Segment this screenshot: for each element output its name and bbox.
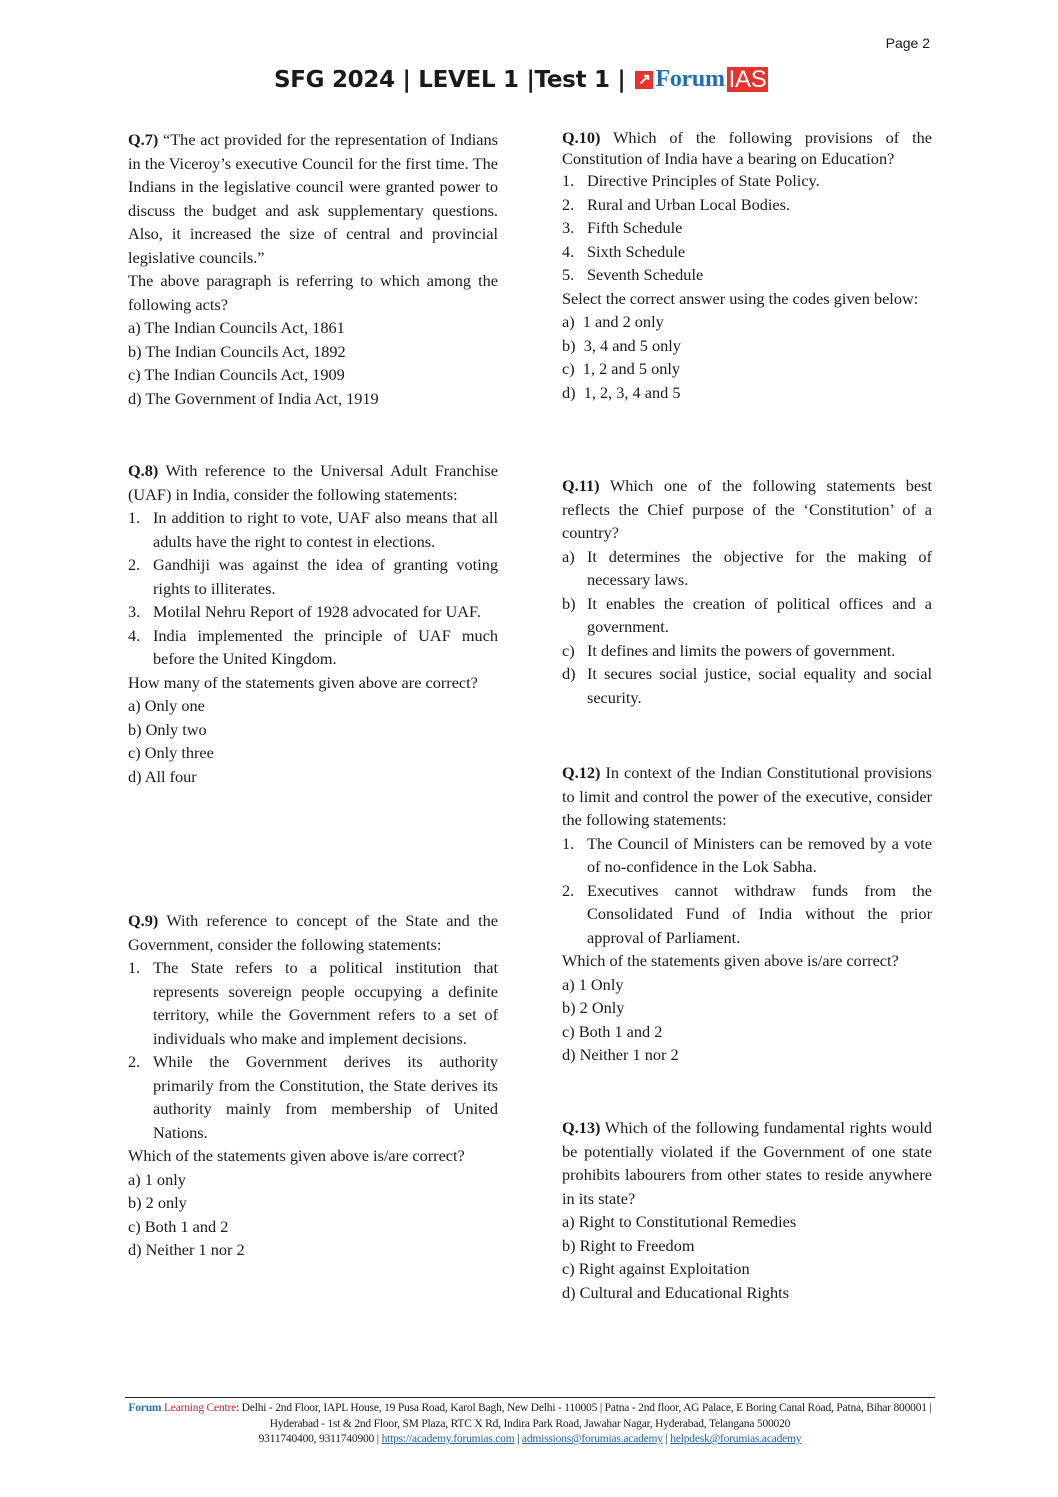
answer-option[interactable]: c) Right against Exploitation xyxy=(562,1259,750,1278)
statement-item xyxy=(562,263,932,287)
statement-item xyxy=(562,240,932,264)
question-prompt: Which of the statements given above is/are correct? xyxy=(562,951,899,970)
answer-option[interactable]: c) Only three xyxy=(128,743,214,762)
statement-text: Rural and Urban Local Bodies. xyxy=(587,194,791,214)
question-block xyxy=(562,128,932,404)
test-title: SFG 2024 | LEVEL 1 |Test 1 | xyxy=(274,66,626,93)
statement-number: 3. xyxy=(128,602,141,621)
statement-item xyxy=(562,879,932,950)
statement-text: Directive Principles of State Policy. xyxy=(587,171,820,190)
statement-text: Motilal Nehru Report of 1928 advocated for UAF. xyxy=(153,602,481,621)
option-text: It defines and limits the powers of government. xyxy=(587,640,896,660)
statement-number: 2. xyxy=(562,880,575,900)
logo-ias-text: IAS xyxy=(728,66,767,93)
question-stem xyxy=(562,128,932,169)
statement-item xyxy=(128,624,498,671)
statement-text: India implemented the principle of UAF much before the United Kingdom. xyxy=(153,625,498,668)
statement-text: Fifth Schedule xyxy=(587,218,683,237)
statement-number: 2. xyxy=(128,1052,141,1071)
answer-option[interactable]: c) Both 1 and 2 xyxy=(562,1021,663,1041)
answer-option[interactable]: d) Neither 1 nor 2 xyxy=(128,1240,245,1259)
question-prompt: Which of the statements given above is/are correct? xyxy=(128,1146,465,1165)
question-text: “The act provided for the representation of Indians in the Viceroy’s executive Council for the first time. The Indians in the legislative council were granted power to discuss the budget and ask supplementary questions. Also, it increased the size of central and provincial legislative councils.” xyxy=(128,130,498,267)
answer-option[interactable]: a) 1 only xyxy=(128,1169,186,1189)
statement-text: Gandhiji was against the idea of granting voting rights to illiterates. xyxy=(153,555,498,598)
footer-address: : Delhi - 2nd Floor, IAPL House, 19 Pusa Road, Karol Bagh, New Delhi - 110005 | Patna - 2nd floor, AG Palace, E Boring Canal Road, Patna, Bihar 800001 | Hyderabad - 1st & 2nd Floor, SM Plaza, RTC X Rd, Indira Park Road, Jawahar Nagar, Hyderabad, Telangana 500020 xyxy=(236,1402,932,1430)
question-number: Q.8) xyxy=(128,461,159,480)
statement-item xyxy=(562,216,932,240)
question-text: With reference to concept of the State and the Government, consider the following statements: xyxy=(128,911,498,954)
statement-number: 4. xyxy=(128,625,141,645)
answer-option[interactable]: a) The Indian Councils Act, 1861 xyxy=(128,318,345,337)
footer-phones: 9311740400, 9311740900 | xyxy=(258,1433,379,1445)
question-stem xyxy=(128,128,498,269)
answer-option[interactable]: a) 1 and 2 only xyxy=(562,312,664,331)
statement-number: 1. xyxy=(128,508,141,527)
option-letter: a) xyxy=(562,546,575,566)
option-letter: b) xyxy=(562,593,576,613)
question-prompt: Select the correct answer using the codes given below: xyxy=(562,288,919,308)
answer-option[interactable]: b) 2 only xyxy=(128,1193,187,1212)
statement-list xyxy=(562,169,932,287)
footer-brand: Forum xyxy=(128,1402,162,1414)
answer-option[interactable]: c) 1, 2 and 5 only xyxy=(562,359,681,378)
footer-brand-sub: Learning Centre xyxy=(163,1402,237,1414)
answer-option[interactable] xyxy=(562,662,932,709)
statement-item xyxy=(128,506,498,553)
question-number: Q.9) xyxy=(128,911,159,930)
answer-option[interactable] xyxy=(562,545,932,592)
answer-option[interactable]: a) 1 Only xyxy=(562,974,624,994)
statement-number: 1. xyxy=(562,833,575,853)
statement-text: Executives cannot withdraw funds from the Consolidated Fund of India without the prior approval of Parliament. xyxy=(587,880,932,947)
answer-option[interactable]: b) Right to Freedom xyxy=(562,1235,695,1255)
answer-option[interactable]: a) Right to Constitutional Remedies xyxy=(562,1212,797,1231)
answer-option[interactable]: c) The Indian Councils Act, 1909 xyxy=(128,365,345,384)
page-number: Page 2 xyxy=(885,35,930,51)
statement-text: Sixth Schedule xyxy=(587,241,686,261)
forumias-logo xyxy=(635,66,768,93)
question-stem xyxy=(128,459,498,506)
answer-option[interactable]: d) Cultural and Educational Rights xyxy=(562,1282,789,1302)
question-number: Q.10) xyxy=(562,128,601,147)
question-text: Which of the following fundamental rights would be potentially violated if the Government of one state prohibits labourers from other states to reside anywhere in its state? xyxy=(562,1118,933,1208)
question-text: Which one of the following statements best reflects the Chief purpose of the ‘Constitution’ of a country? xyxy=(562,476,932,542)
page-header xyxy=(274,66,768,93)
statement-item xyxy=(128,600,498,624)
statement-item xyxy=(562,169,932,193)
statement-item xyxy=(128,553,498,600)
statement-number: 5. xyxy=(562,265,575,284)
option-text: It enables the creation of political offices and a government. xyxy=(587,593,932,636)
question-prompt: The above paragraph is referring to which among the following acts? xyxy=(128,271,498,314)
answer-option[interactable]: c) Both 1 and 2 xyxy=(128,1216,229,1236)
option-text: It determines the objective for the making of necessary laws. xyxy=(587,546,932,589)
statement-list xyxy=(128,956,498,1144)
option-letter: d) xyxy=(562,664,576,683)
question-text: In context of the Indian Constitutional provisions to limit and control the power of the executive, consider the following statements: xyxy=(562,763,933,829)
statement-number: 1. xyxy=(562,171,575,190)
question-block xyxy=(562,761,932,1067)
answer-option[interactable]: d) 1, 2, 3, 4 and 5 xyxy=(562,382,681,402)
question-stem xyxy=(128,909,498,956)
statement-text: Seventh Schedule xyxy=(587,265,704,284)
statement-number: 2. xyxy=(128,555,141,574)
statement-list xyxy=(128,506,498,671)
statement-item xyxy=(128,1050,498,1144)
answer-option[interactable]: b) Only two xyxy=(128,719,207,739)
question-number: Q.12) xyxy=(562,763,601,782)
answer-option[interactable]: a) Only one xyxy=(128,696,205,715)
question-prompt: How many of the statements given above are correct? xyxy=(128,672,478,692)
option-letter: c) xyxy=(562,640,575,660)
question-stem xyxy=(562,1116,932,1210)
statement-text: The Council of Ministers can be removed by a vote of no-confidence in the Lok Sabha. xyxy=(587,833,932,876)
statement-number: 2. xyxy=(562,194,575,214)
statement-number: 4. xyxy=(562,241,575,261)
option-list xyxy=(562,545,932,710)
question-block xyxy=(128,909,498,1262)
question-block xyxy=(562,474,932,709)
statement-list xyxy=(562,832,932,950)
logo-forum-text: Forum xyxy=(655,66,725,92)
question-stem xyxy=(562,474,932,545)
answer-option[interactable] xyxy=(562,639,932,663)
statement-item xyxy=(562,832,932,879)
answer-option[interactable] xyxy=(562,592,932,639)
question-text: With reference to the Universal Adult Franchise (UAF) in India, consider the following statements: xyxy=(128,461,498,504)
statement-text: The State refers to a political institution that represents sovereign people occupying a definite territory, while the Government refers to a set of individuals who make and implement decisions. xyxy=(153,958,498,1048)
question-block xyxy=(128,459,498,788)
answer-option[interactable]: d) All four xyxy=(128,766,197,786)
website-link[interactable]: https://academy.forumias.com xyxy=(381,1433,515,1445)
arrow-icon: ↗ xyxy=(635,71,653,89)
answer-option[interactable]: b) The Indian Councils Act, 1892 xyxy=(128,341,346,361)
statement-number: 3. xyxy=(562,218,575,237)
statement-item xyxy=(128,956,498,1050)
question-block xyxy=(128,128,498,410)
answer-option[interactable]: b) 3, 4 and 5 only xyxy=(562,335,681,355)
question-block xyxy=(562,1116,932,1304)
question-stem xyxy=(562,761,932,832)
helpdesk-email-link[interactable]: helpdesk@forumias.academy xyxy=(670,1433,802,1445)
question-number: Q.13) xyxy=(562,1118,601,1137)
statement-item xyxy=(562,193,932,217)
statement-number: 1. xyxy=(128,958,141,977)
statement-text: While the Government derives its authority primarily from the Constitution, the State derives its authority mainly from membership of United Nations. xyxy=(153,1052,498,1142)
question-text: Which of the following provisions of the Constitution of India have a bearing on Education? xyxy=(562,128,932,168)
question-number: Q.7) xyxy=(128,130,159,149)
question-number: Q.11) xyxy=(562,476,600,495)
option-text: It secures social justice, social equality and social security. xyxy=(587,664,932,707)
statement-text: In addition to right to vote, UAF also means that all adults have the right to contest in elections. xyxy=(153,508,498,551)
answer-option[interactable]: d) Neither 1 nor 2 xyxy=(562,1045,679,1064)
admissions-email-link[interactable]: admissions@forumias.academy xyxy=(521,1433,663,1445)
answer-option[interactable]: b) 2 Only xyxy=(562,998,625,1017)
footer: Forum Learning Centre: Delhi - 2nd Floor, IAPL House, 19 Pusa Road, Karol Bagh, New Delhi - 110005 | Patna - 2nd floor, AG Palace, E Boring Canal Road, Patna, Bihar 800001 | Hyderabad - 1st & 2nd Floor, SM Plaza, RTC X Rd, Indira Park Road, Jawahar Nagar, Hyderabad, Telangana 500020 9311740400, 9311740900 | https://academy.forumias.com | admissions@forumias.academy | helpdesk@forumias.academy xyxy=(125,1397,935,1448)
answer-option[interactable]: d) The Government of India Act, 1919 xyxy=(128,388,379,408)
